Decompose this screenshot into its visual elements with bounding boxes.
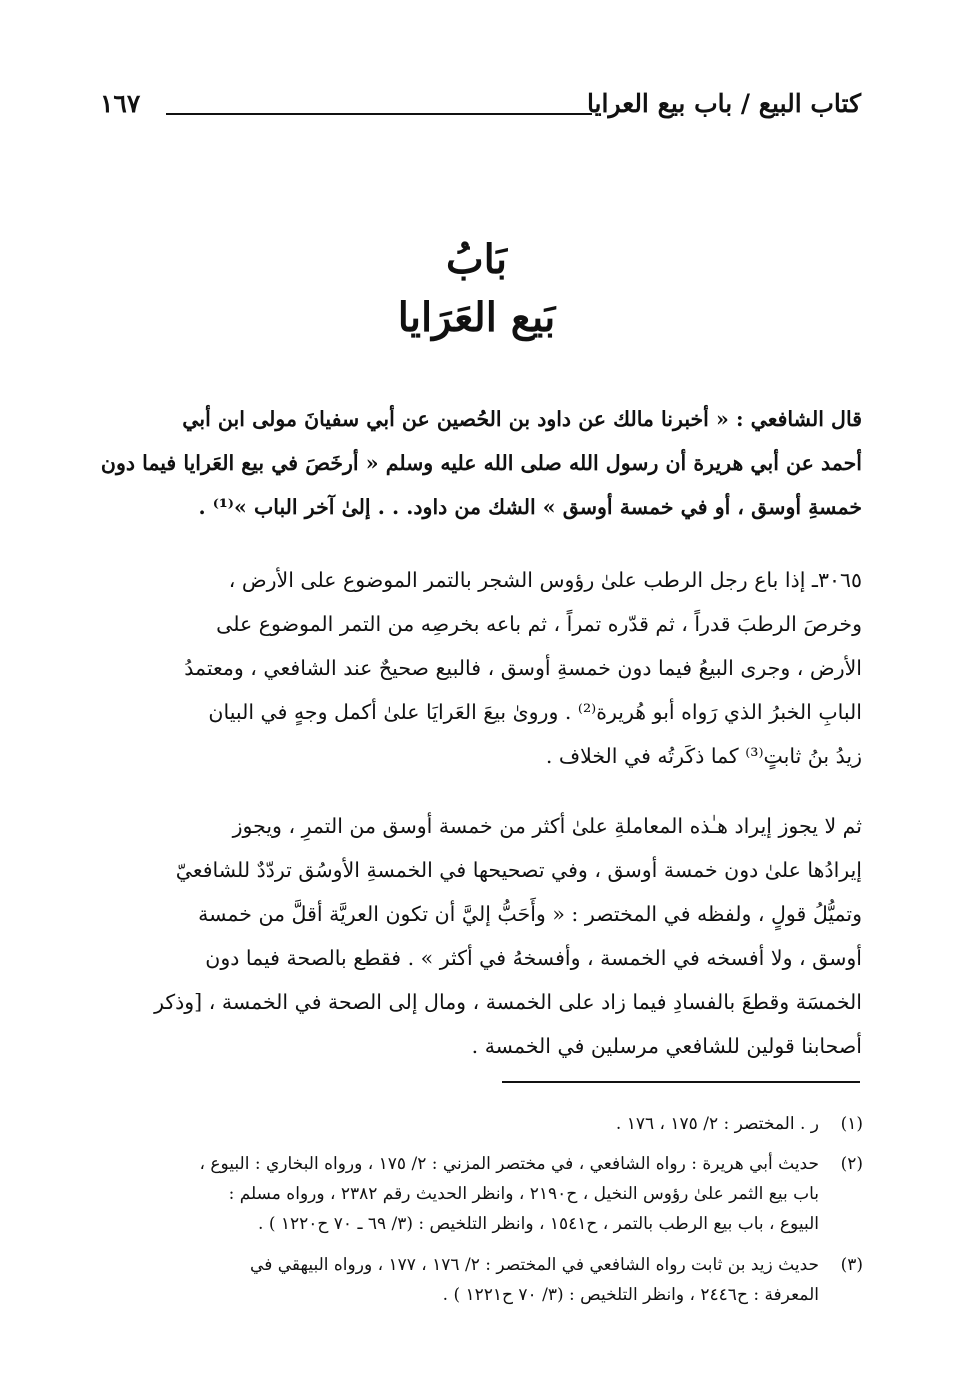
footnote-line: البيوع ، باب بيع الرطب بالتمر ، ح١٥٤١ ، وانظر التلخيص : (٣/ ٦٩ ـ ٧٠ ح١٢٢٠ ) . [258,1214,819,1234]
footnote-1 [83,1109,863,1139]
text-line: خمسةِ أوسق ، أو في خمسة أوسق » الشك من داود. . . إلىٰ آخر الباب »⁽¹⁾ . [198,495,862,519]
text-line: ثم لا يجوز إيراد هـٰذه المعاملةِ علىٰ أكثر من خمسة أوسق من التمرِ ، ويجوز [232,814,862,838]
text-line: أصحابنا قولين للشافعي مرسلين في الخمسة . [471,1034,862,1058]
footnote-3 [83,1250,863,1310]
text-line: إيرادُها علىٰ دون خمسة أوسق ، وفي تصحيحها في الخمسةِ الأوسُق تردّدٌ للشافعيّ [175,858,862,882]
footnote-number: (٣) [840,1255,863,1275]
text-line: أوسق ، ولا أفسخه في الخمسة ، وأفسخهُ في أكثر » . فقطع بالصحة فيما دون [205,946,862,970]
text-line: قال الشافعي : « أخبرنا مالك عن داود بن الحُصين عن أبي سفيانَ مولى ابن أبي [182,407,862,431]
footnote-number: (٢) [840,1154,863,1174]
text-line: وتميُّلُ قولٍ ، ولفظه في المختصر : « وأَحَبُّ إليَّ أن تكون العريَّة أقلَّ من خمسة [198,902,862,926]
text-line: وخرصَ الرطبَ قدراً ، ثم قدّره تمراً ، ثم باعه بخرصِه من التمر الموضوع على [216,612,862,636]
text-line: البابِ الخبرُ الذي رَواه أبو هُريرة⁽²⁾ . وروىٰ بيعَ العَرايَا علىٰ أكمل وجهٍ في البيان [208,700,862,724]
text-line: الأرض ، وجرى البيعُ فيما دون خمسةِ أوسق ، فالبيع صحيحٌ عند الشافعي ، ومعتمدُ [184,656,862,680]
footnote-line: حديث زيد بن ثابت رواه الشافعي في المختصر : ٢/ ١٧٦ ، ١٧٧ ، ورواه البيهقي في [250,1255,819,1275]
text-line: أحمد عن أبي هريرة أن رسول الله صلى الله عليه وسلم « أرخَصَ في بيع العَرايا فيما دون [100,451,862,475]
running-head-title: كتاب البيع / باب بيع العرايا [586,89,861,118]
hadith-paragraph [92,397,862,529]
commentary-paragraph [92,804,862,1068]
footnote-line: حديث أبي هريرة : رواه الشافعي ، في مختصر المزني : ٢/ ١٧٥ ، ورواه البخاري : البيوع ، [199,1154,819,1174]
text-line: ٣٠٦٥ـ إذا باع رجل الرطب علىٰ رؤوس الشجر بالتمر الموضوع على الأرض ، [228,568,862,592]
commentary-paragraph-3065 [92,558,862,778]
running-head-rule [166,113,592,115]
text-line: الخمسَة وقطعَ بالفسادِ فيما زاد على الخمسة ، ومال إلى الصحة في الخمسة ، [وذكر [154,990,862,1014]
page-number: ١٦٧ [100,89,141,118]
chapter-title: بَيع العَرَايا [397,294,556,341]
chapter-label: بَابُ [446,236,507,283]
footnote-number: (١) [840,1114,863,1134]
footnote-separator [502,1081,860,1083]
footnote-line: المعرفة : ح٢٤٤٦ ، وانظر التلخيص : (٣/ ٧٠ ح١٢٢١ ) . [442,1285,819,1305]
text-line: زيدُ بنُ ثابتٍ⁽³⁾ كما ذكَرتُه في الخلاف . [545,744,862,768]
footnote-line: ر . المختصر : ٢/ ١٧٥ ، ١٧٦ . [615,1114,819,1134]
footnote-line: باب بيع الثمر علىٰ رؤوس النخيل ، ح٢١٩٠ ، وانظر الحديث رقم ٢٣٨٢ ، ورواه مسلم : [228,1184,819,1204]
footnote-2 [83,1149,863,1239]
